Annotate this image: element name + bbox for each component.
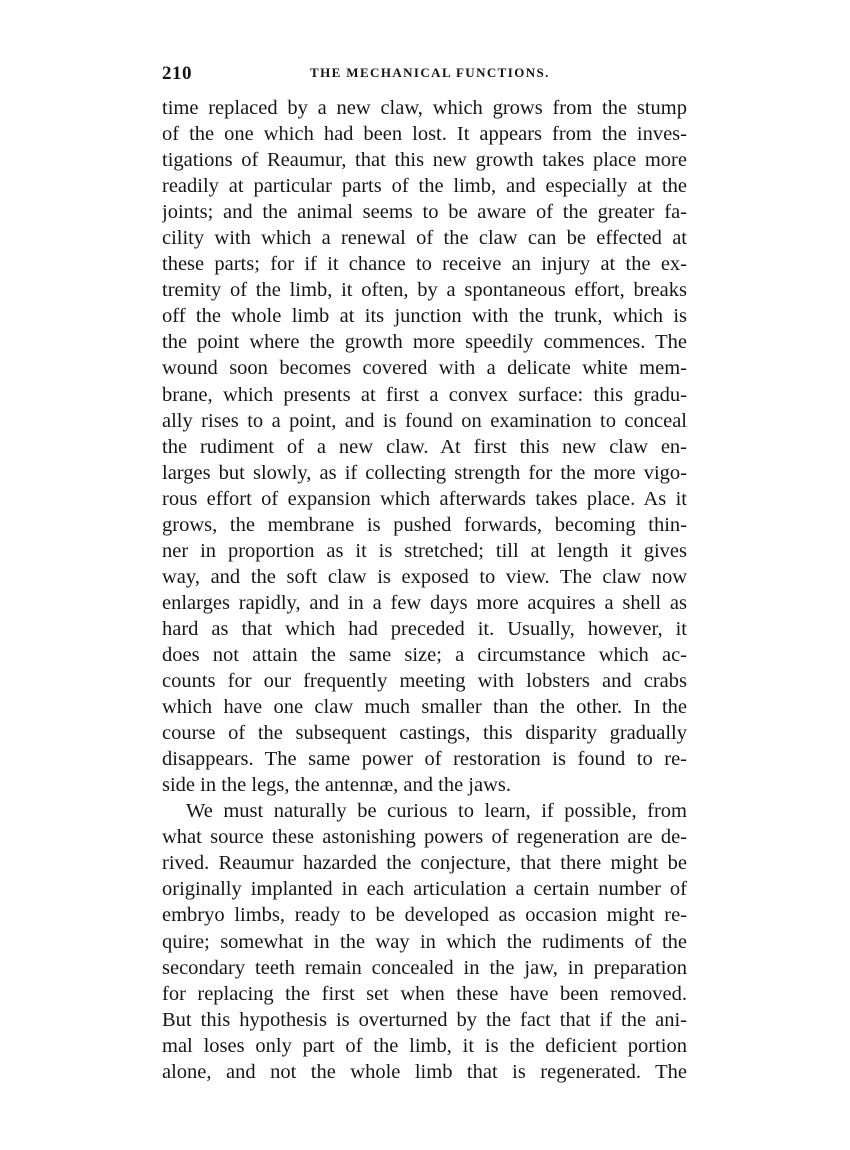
text-line: quire; somewhat in the way in which the rudiments of the — [162, 930, 687, 953]
text-line: these parts; for if it chance to receive an injury at the ex- — [162, 253, 687, 276]
text-line: off the whole limb at its junction with the trunk, which is — [162, 305, 687, 328]
text-line: of the one which had been lost. It appears from the inves- — [162, 123, 687, 146]
text-line: side in the legs, the antennæ, and the jaws. — [162, 774, 511, 797]
body-text — [162, 95, 687, 1085]
text-line: alone, and not the whole limb that is regenerated. The — [162, 1060, 687, 1083]
text-line: course of the subsequent castings, this disparity gradually — [162, 722, 687, 745]
text-line: ner in proportion as it is stretched; till at length it gives — [162, 539, 687, 562]
text-line: But this hypothesis is overturned by the fact that if the ani- — [162, 1008, 687, 1031]
text-line: does not attain the same size; a circumstance which ac- — [162, 643, 687, 666]
text-line: joints; and the animal seems to be aware of the greater fa- — [162, 201, 687, 224]
text-line: tigations of Reaumur, that this new growth takes place more — [162, 149, 687, 172]
text-line: secondary teeth remain concealed in the jaw, in preparation — [162, 956, 687, 979]
text-line: way, and the soft claw is exposed to view. The claw now — [162, 565, 687, 588]
text-line: We must naturally be curious to learn, if possible, from — [186, 800, 687, 823]
text-line: for replacing the first set when these have been removed. — [162, 982, 687, 1005]
text-line: originally implanted in each articulation a certain number of — [162, 878, 687, 901]
text-line: what source these astonishing powers of regeneration are de- — [162, 826, 687, 849]
running-head: THE MECHANICAL FUNCTIONS. — [310, 65, 550, 80]
text-line: rived. Reaumur hazarded the conjecture, that there might be — [162, 852, 687, 875]
text-line: mal loses only part of the limb, it is the deficient portion — [162, 1034, 687, 1057]
text-line: tremity of the limb, it often, by a spontaneous effort, breaks — [162, 279, 687, 302]
text-line: the rudiment of a new claw. At first this new claw en- — [162, 435, 687, 458]
text-line: which have one claw much smaller than the other. In the — [162, 696, 687, 719]
text-line: grows, the membrane is pushed forwards, becoming thin- — [162, 513, 687, 536]
text-line: wound soon becomes covered with a delicate white mem- — [162, 357, 687, 380]
page-number: 210 — [162, 63, 192, 84]
text-line: disappears. The same power of restoration is found to re- — [162, 748, 687, 771]
text-line: hard as that which had preceded it. Usually, however, it — [162, 617, 687, 640]
text-line: embryo limbs, ready to be developed as occasion might re- — [162, 904, 687, 927]
text-line: cility with which a renewal of the claw can be effected at — [162, 227, 687, 250]
text-line: time replaced by a new claw, which grows from the stump — [162, 97, 687, 119]
text-line: enlarges rapidly, and in a few days more acquires a shell as — [162, 591, 687, 614]
text-line: the point where the growth more speedily commences. The — [162, 331, 687, 354]
text-line: brane, which presents at first a convex surface: this gradu- — [162, 383, 687, 406]
text-line: readily at particular parts of the limb, and especially at the — [162, 175, 687, 198]
text-line: counts for our frequently meeting with lobsters and crabs — [162, 670, 687, 693]
text-line: rous effort of expansion which afterwards takes place. As it — [162, 487, 687, 510]
text-line: larges but slowly, as if collecting strength for the more vigo- — [162, 461, 687, 484]
text-line: ally rises to a point, and is found on examination to conceal — [162, 409, 687, 432]
